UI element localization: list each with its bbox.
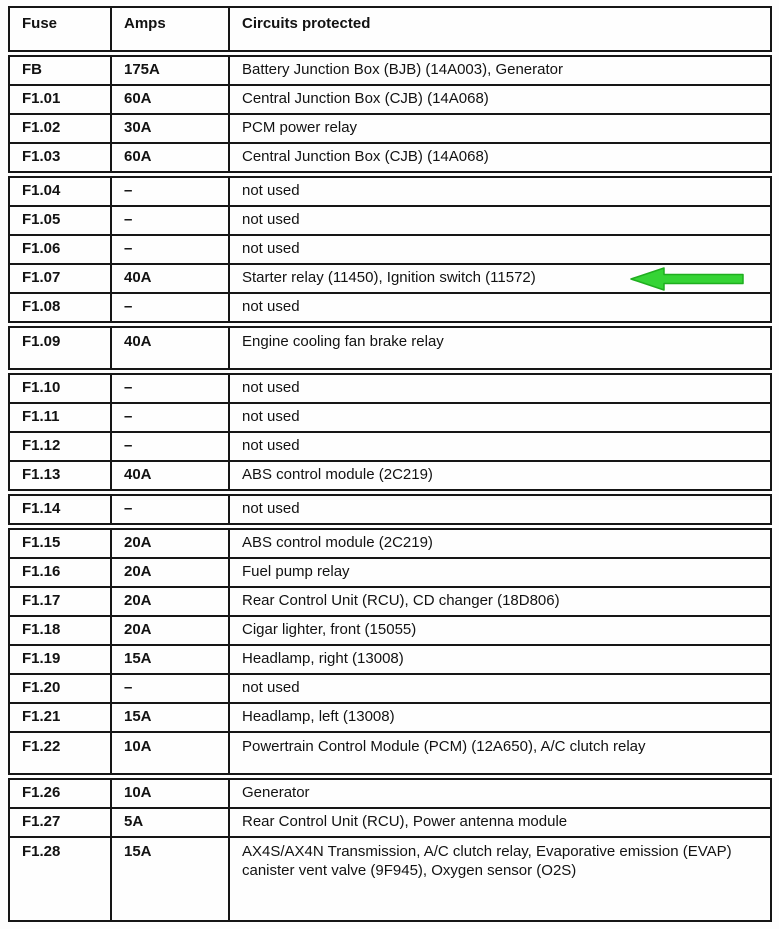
table-row <box>10 375 770 402</box>
table-row <box>10 142 770 171</box>
fuse-cell: F1.10 <box>22 379 61 397</box>
circuit-cell: not used <box>228 375 770 402</box>
table-row <box>10 731 770 773</box>
fuse-cell: F1.01 <box>22 90 61 108</box>
table-row <box>10 530 770 557</box>
circuit-cell: not used <box>228 496 770 523</box>
table-row <box>10 615 770 644</box>
circuit-cell: not used <box>228 433 770 460</box>
table-row <box>10 57 770 84</box>
amps-cell: 10A <box>110 733 228 773</box>
fuse-cell: F1.12 <box>22 437 61 455</box>
circuit-cell: Central Junction Box (CJB) (14A068) <box>228 144 770 171</box>
table-row <box>10 644 770 673</box>
fuse-cell: F1.19 <box>22 650 61 668</box>
amps-cell: 15A <box>110 838 228 920</box>
fuse-cell: F1.04 <box>22 182 61 200</box>
amps-cell: 15A <box>110 704 228 731</box>
circuit-cell: AX4S/AX4N Transmission, A/C clutch relay, Evaporative emission (EVAP) canister vent valve (9F945), Oxygen sensor (O2S) <box>228 838 770 920</box>
amps-cell: – <box>110 178 228 205</box>
fuse-cell: F1.02 <box>22 119 61 137</box>
amps-cell: 20A <box>110 588 228 615</box>
table-row <box>10 807 770 836</box>
circuit-cell: Rear Control Unit (RCU), CD changer (18D806) <box>228 588 770 615</box>
circuit-cell: Battery Junction Box (BJB) (14A003), Generator <box>228 57 770 84</box>
table-header-row <box>10 8 770 50</box>
table-row <box>10 205 770 234</box>
table-body <box>8 55 772 922</box>
amps-cell: 40A <box>110 328 228 368</box>
amps-cell: – <box>110 433 228 460</box>
fuse-cell: F1.09 <box>22 333 61 350</box>
circuit-cell: Central Junction Box (CJB) (14A068) <box>228 86 770 113</box>
amps-cell: 10A <box>110 780 228 807</box>
table-row <box>10 496 770 523</box>
circuit-cell: ABS control module (2C219) <box>228 462 770 489</box>
amps-cell: – <box>110 675 228 702</box>
fuse-cell: F1.28 <box>22 843 61 860</box>
circuit-cell: Rear Control Unit (RCU), Power antenna module <box>228 809 770 836</box>
header-group <box>8 6 772 52</box>
circuit-cell: not used <box>228 294 770 321</box>
fuse-cell: F1.18 <box>22 621 61 639</box>
table-row <box>10 263 770 292</box>
fuse-cell: FB <box>22 61 42 79</box>
table-row <box>10 586 770 615</box>
amps-cell: 20A <box>110 617 228 644</box>
circuit-cell: ABS control module (2C219) <box>228 530 770 557</box>
table-row <box>10 402 770 431</box>
table-row <box>10 328 770 368</box>
amps-cell: – <box>110 375 228 402</box>
fuse-cell: F1.20 <box>22 679 61 697</box>
table-row <box>10 836 770 920</box>
circuit-cell: not used <box>228 178 770 205</box>
fuse-cell: F1.13 <box>22 466 61 484</box>
fuse-cell: F1.06 <box>22 240 61 258</box>
row-group <box>8 55 772 173</box>
amps-cell: 60A <box>110 86 228 113</box>
table-row <box>10 780 770 807</box>
circuit-cell: Engine cooling fan brake relay <box>228 328 770 368</box>
table-row <box>10 673 770 702</box>
circuit-cell: Cigar lighter, front (15055) <box>228 617 770 644</box>
amps-cell: 175A <box>110 57 228 84</box>
fuse-cell: F1.08 <box>22 298 61 316</box>
circuit-cell: PCM power relay <box>228 115 770 142</box>
circuit-cell: not used <box>228 404 770 431</box>
amps-cell: 20A <box>110 559 228 586</box>
table-row <box>10 234 770 263</box>
table-row <box>10 431 770 460</box>
row-group <box>8 494 772 525</box>
row-group <box>8 373 772 491</box>
fuse-cell: F1.11 <box>22 408 60 426</box>
amps-cell: 5A <box>110 809 228 836</box>
table-row <box>10 557 770 586</box>
amps-cell: 20A <box>110 530 228 557</box>
fuse-cell: F1.27 <box>22 813 61 831</box>
table-row <box>10 702 770 731</box>
row-group <box>8 778 772 922</box>
circuit-cell: Powertrain Control Module (PCM) (12A650), A/C clutch relay <box>228 733 770 773</box>
amps-cell: – <box>110 404 228 431</box>
amps-cell: 15A <box>110 646 228 673</box>
circuit-cell: Fuel pump relay <box>228 559 770 586</box>
circuit-cell: not used <box>228 675 770 702</box>
amps-cell: 40A <box>110 462 228 489</box>
fuse-cell: F1.22 <box>22 738 61 755</box>
header-fuse: Fuse <box>22 15 58 32</box>
circuit-cell: Headlamp, left (13008) <box>228 704 770 731</box>
row-group <box>8 176 772 323</box>
amps-cell: 60A <box>110 144 228 171</box>
circuit-cell: not used <box>228 236 770 263</box>
table-row <box>10 460 770 489</box>
circuit-cell: Generator <box>228 780 770 807</box>
header-circuits-protected: Circuits protected <box>228 8 770 50</box>
fuse-cell: F1.07 <box>22 269 61 287</box>
amps-cell: – <box>110 236 228 263</box>
row-group <box>8 528 772 775</box>
fuse-cell: F1.21 <box>22 708 61 726</box>
circuit-cell: Headlamp, right (13008) <box>228 646 770 673</box>
amps-cell: – <box>110 294 228 321</box>
table-row <box>10 178 770 205</box>
table-row <box>10 84 770 113</box>
amps-cell: 40A <box>110 265 228 292</box>
table-row <box>10 113 770 142</box>
fuse-cell: F1.03 <box>22 148 61 166</box>
fuse-cell: F1.26 <box>22 784 61 802</box>
table-row <box>10 292 770 321</box>
amps-cell: – <box>110 496 228 523</box>
circuit-cell: Starter relay (11450), Ignition switch (11572) <box>228 265 770 292</box>
amps-cell: 30A <box>110 115 228 142</box>
circuit-cell: not used <box>228 207 770 234</box>
fuse-cell: F1.05 <box>22 211 61 229</box>
amps-cell: – <box>110 207 228 234</box>
fuse-cell: F1.14 <box>22 500 61 518</box>
row-group <box>8 326 772 370</box>
green-arrow-icon <box>630 266 744 292</box>
header-amps: Amps <box>110 8 228 50</box>
fuse-cell: F1.17 <box>22 592 61 610</box>
fuse-cell: F1.16 <box>22 563 61 581</box>
fuse-cell: F1.15 <box>22 534 61 552</box>
